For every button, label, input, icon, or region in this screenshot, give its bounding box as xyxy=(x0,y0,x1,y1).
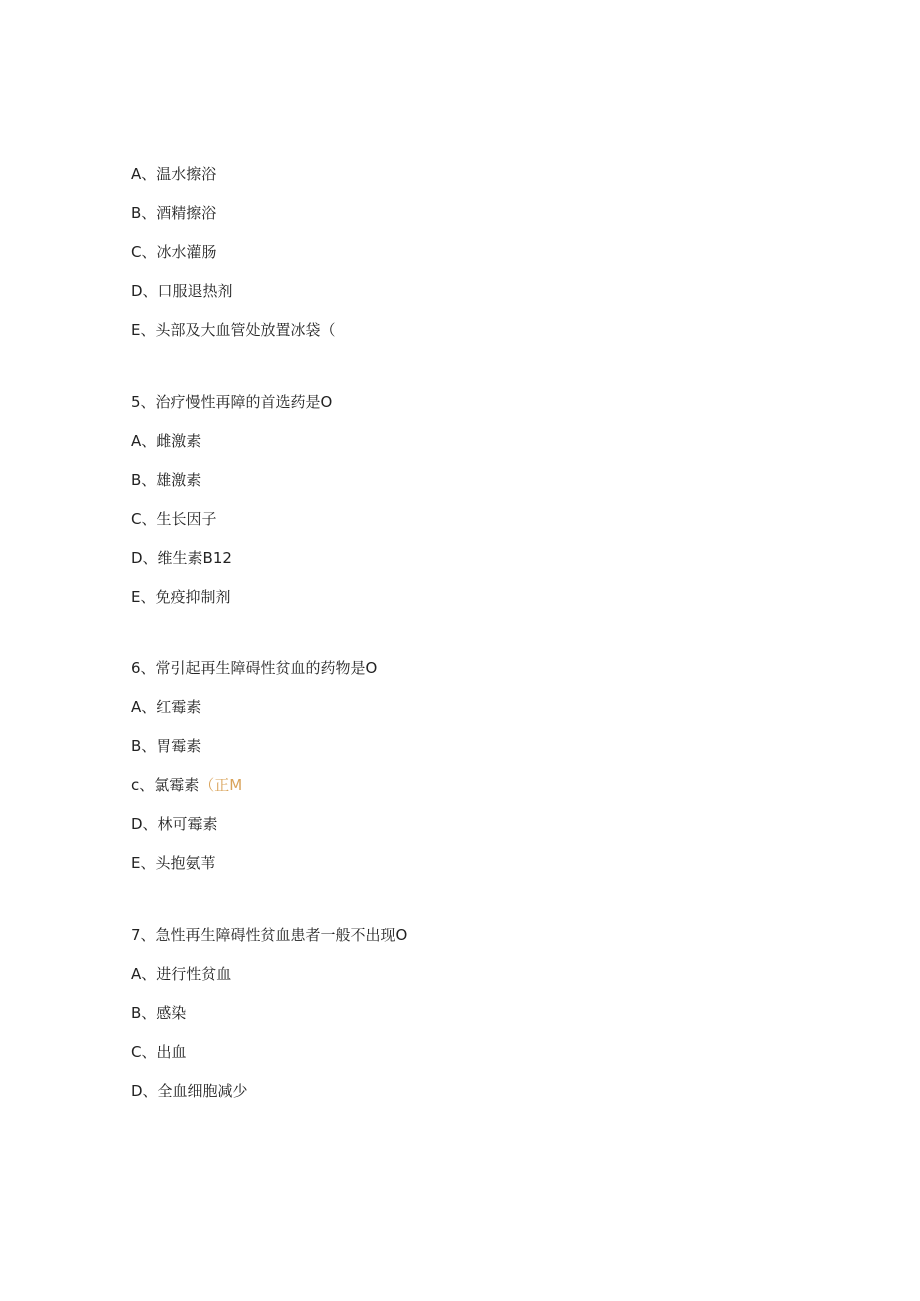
q5-question: 5、治疗慢性再障的首选药是O xyxy=(131,393,333,411)
q4-option-a: A、温水擦浴 xyxy=(131,165,217,183)
q4-option-c: C、冰水灌肠 xyxy=(131,243,217,261)
q5-option-a: A、雌激素 xyxy=(131,432,202,450)
q7-option-a: A、进行性贫血 xyxy=(131,965,232,983)
q5-option-c: C、生长因子 xyxy=(131,510,217,528)
q6-option-b: B、胃霉素 xyxy=(131,737,202,755)
q5-option-e: E、免疫抑制剂 xyxy=(131,588,231,606)
q7-question: 7、急性再生障碍性贫血患者一般不出现O xyxy=(131,926,408,944)
q7-option-d: D、全血细胞减少 xyxy=(131,1082,248,1100)
q6-option-c: c、氯霉素 xyxy=(131,776,200,794)
q6-option-e: E、头抱氨苇 xyxy=(131,854,216,872)
q4-option-e: E、头部及大血管处放置冰袋（ xyxy=(131,321,336,339)
q7-option-b: B、感染 xyxy=(131,1004,187,1022)
q4-option-b: B、酒精擦浴 xyxy=(131,204,217,222)
q6-option-c-row xyxy=(131,775,242,795)
q5-option-b: B、雄激素 xyxy=(131,471,202,489)
q6-answer-mark: （正M xyxy=(199,776,243,794)
q7-option-c: C、出血 xyxy=(131,1043,187,1061)
q5-option-d: D、维生素B12 xyxy=(131,549,232,567)
q6-option-d: D、林可霉素 xyxy=(131,815,218,833)
q4-option-d: D、口服退热剂 xyxy=(131,282,233,300)
q6-question: 6、常引起再生障碍性贫血的药物是O xyxy=(131,659,378,677)
q6-option-a: A、红霉素 xyxy=(131,698,202,716)
